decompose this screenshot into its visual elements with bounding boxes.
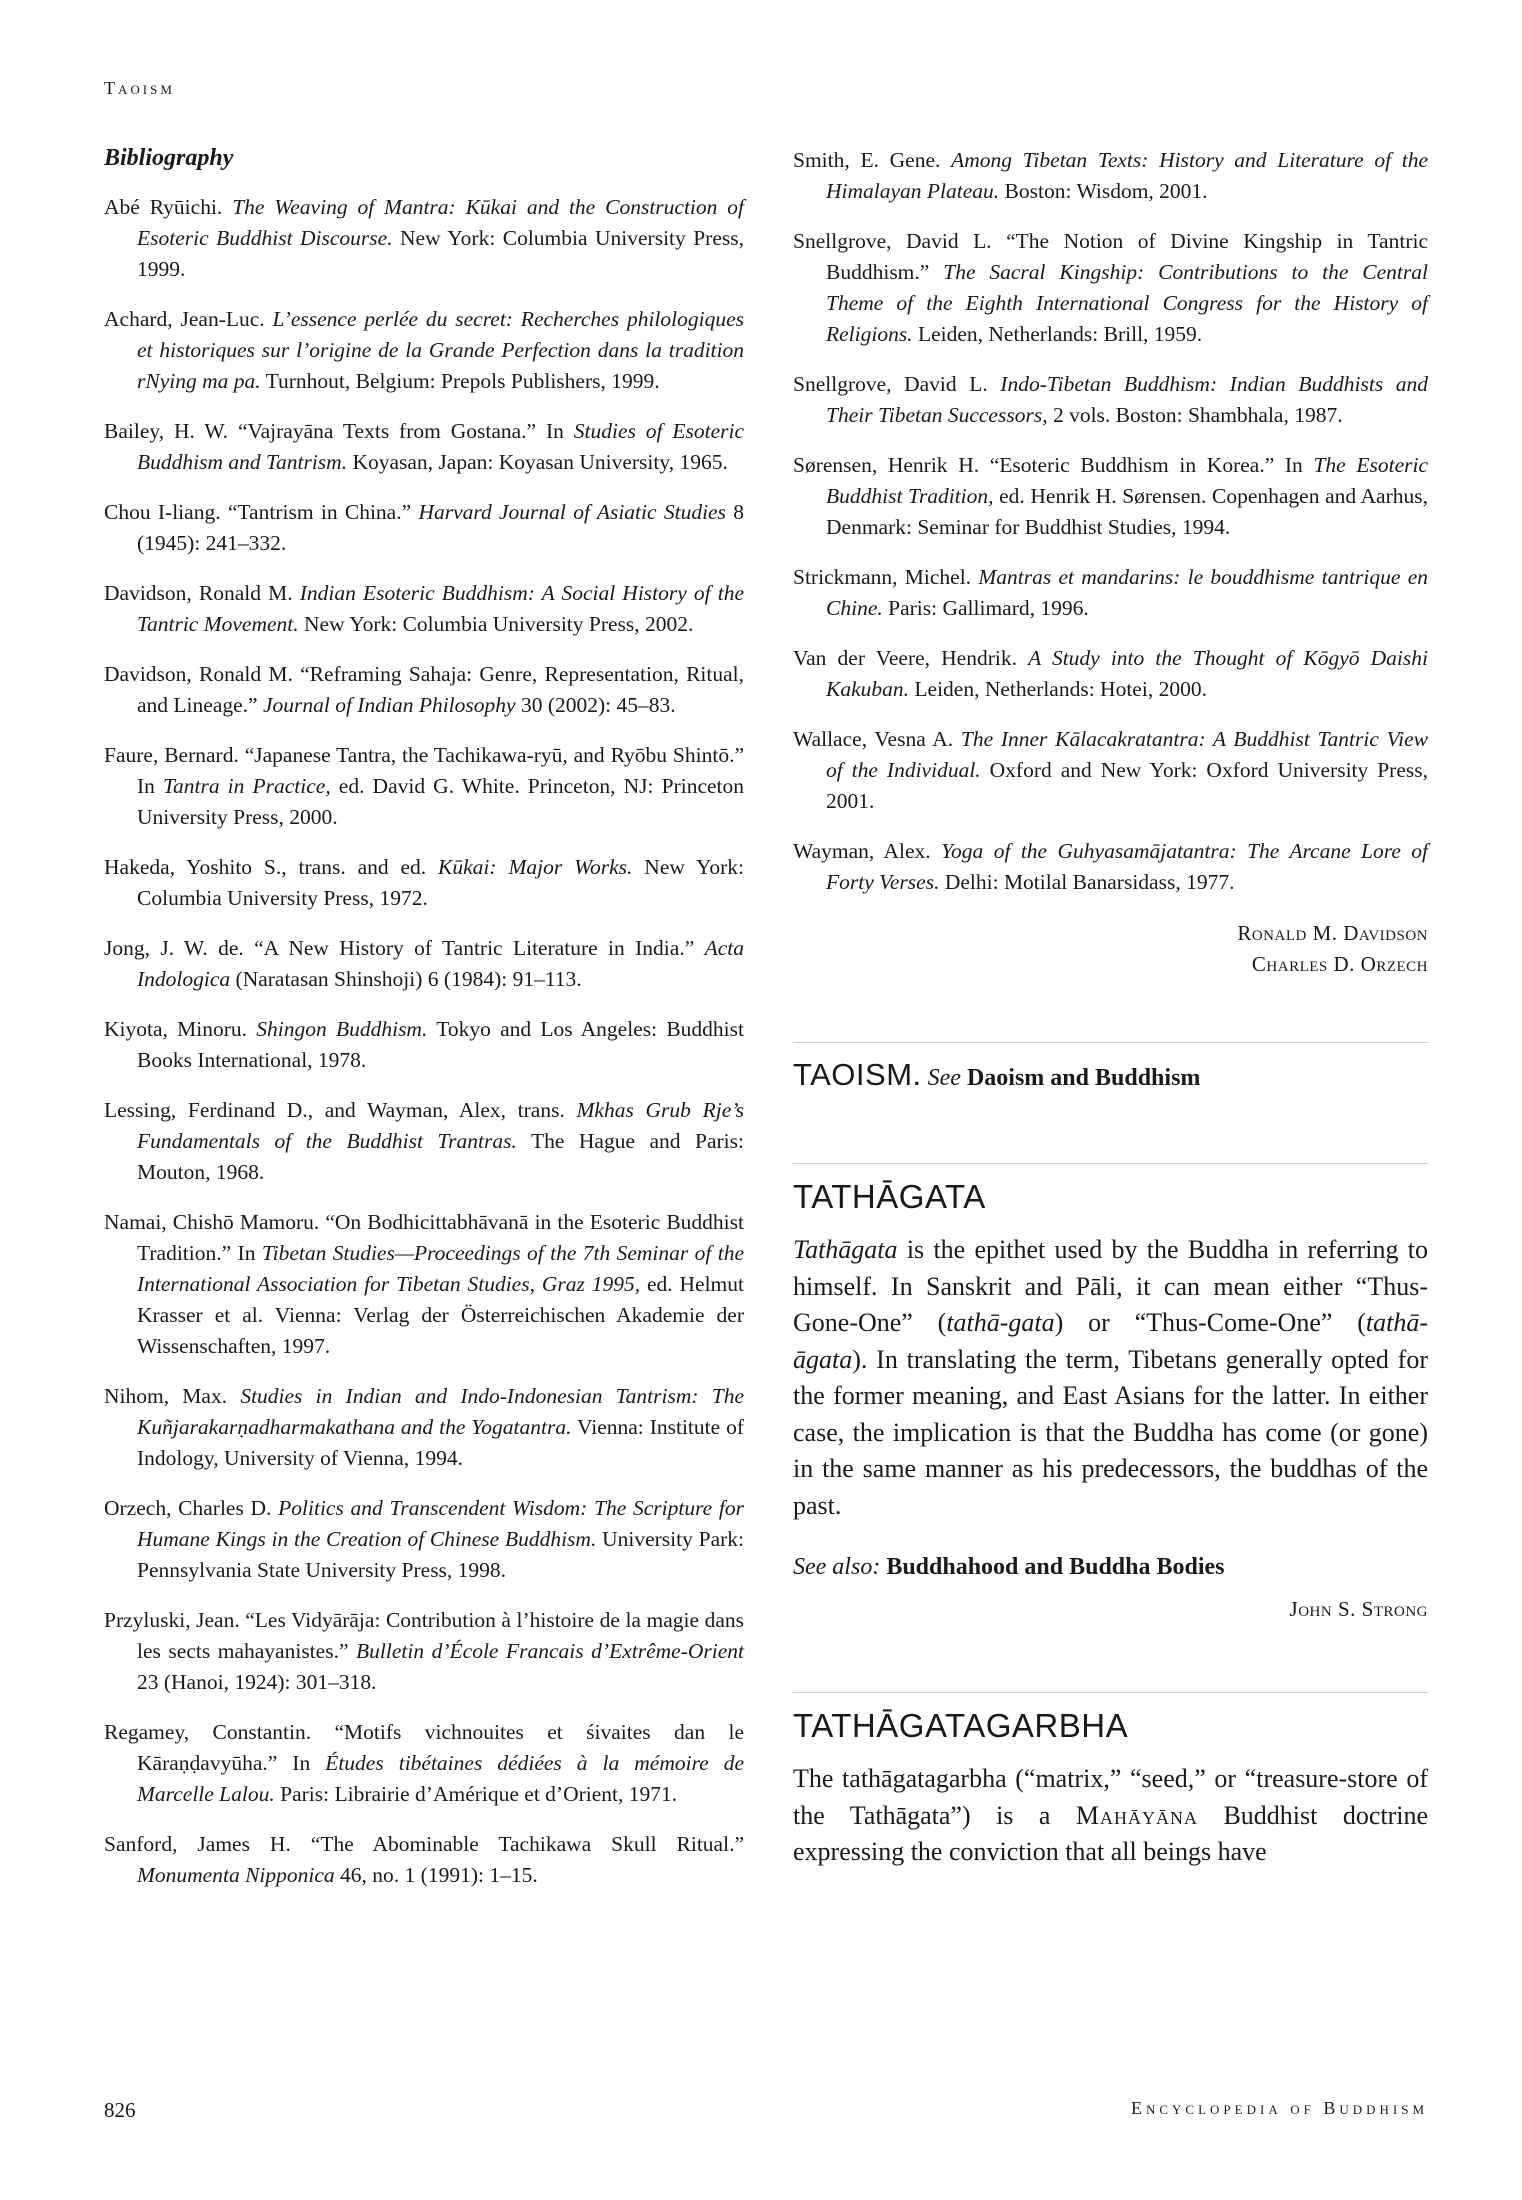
bib-entry: Nihom, Max. Studies in Indian and Indo-Indonesian Tantrism: The Kuñjarakarṇadharmakathana and the Yogatantra. Vienna: Institute of Indology, University of Vienna, 1994.	[104, 1384, 744, 1470]
bib-entry: Smith, E. Gene. Among Tibetan Texts: History and Literature of the Himalayan Plateau. Boston: Wisdom, 2001.	[793, 148, 1428, 203]
bib-entry: Achard, Jean-Luc. L’essence perlée du secret: Recherches philologiques et historiques sur l’origine de la Grande Perfection dans la tradition rNying ma pa. Turnhout, Belgium: Prepols Publishers, 1999.	[104, 307, 744, 393]
bib-entry: Hakeda, Yoshito S., trans. and ed. Kūkai: Major Works. New York: Columbia University Press, 1972.	[104, 855, 744, 910]
bib-entry: Abé Ryūichi. The Weaving of Mantra: Kūkai and the Construction of Esoteric Buddhist Discourse. New York: Columbia University Press, 1999.	[104, 195, 744, 281]
article-title: TATHĀGATAGARBHA	[793, 1707, 1129, 1744]
bib-entry: Snellgrove, David L. Indo-Tibetan Buddhism: Indian Buddhists and Their Tibetan Successors, 2 vols. Boston: Shambhala, 1987.	[793, 372, 1429, 427]
bib-entry: Sanford, James H. “The Abominable Tachikawa Skull Ritual.” Monumenta Nipponica 46, no. 1 (1991): 1–15.	[104, 1832, 744, 1887]
bib-entry: Lessing, Ferdinand D., and Wayman, Alex, trans. Mkhas Grub Rje’s Fundamentals of the Buddhist Trantras. The Hague and Paris: Mouton, 1968.	[104, 1098, 744, 1184]
bib-entry: Sørensen, Henrik H. “Esoteric Buddhism in Korea.” In The Esoteric Buddhist Tradition, ed. Henrik H. Sørensen. Copenhagen and Aarhus, Denmark: Seminar for Buddhist Studies, 1994.	[793, 453, 1429, 539]
bib-entry: Wayman, Alex. Yoga of the Guhyasamājatantra: The Arcane Lore of Forty Verses. Delhi: Motilal Banarsidass, 1977.	[793, 839, 1428, 894]
article-title: TATHĀGATA	[793, 1178, 986, 1215]
bibliography-heading: Bibliography	[104, 145, 234, 171]
bib-entry: Orzech, Charles D. Politics and Transcendent Wisdom: The Scripture for Humane Kings in the Creation of Chinese Buddhism. University Park: Pennsylvania State University Press, 1998.	[104, 1496, 744, 1582]
tathagata-article	[793, 1163, 1428, 1622]
bib-entry: Van der Veere, Hendrik. A Study into the Thought of Kōgyō Daishi Kakuban. Leiden, Netherlands: Hotei, 2000.	[793, 646, 1428, 701]
bib-entry: Faure, Bernard. “Japanese Tantra, the Tachikawa-ryū, and Ryōbu Shintō.” In Tantra in Practice, ed. David G. White. Princeton, NJ: Princeton University Press, 2000.	[104, 743, 745, 829]
bibliography-list	[104, 192, 744, 1891]
bib-entry: Davidson, Ronald M. Indian Esoteric Buddhism: A Social History of the Tantric Movement. New York: Columbia University Press, 2002.	[104, 581, 745, 636]
article-authors	[793, 918, 1428, 980]
cross-reference-link[interactable]: Daoism and Buddhism	[966, 1065, 1201, 1091]
running-foot: Encyclopedia of Buddhism	[1130, 2098, 1428, 2118]
article-signature: John S. Strong	[1289, 1597, 1428, 1621]
bibliography-list-continued	[793, 145, 1428, 898]
running-head: Taoism	[104, 78, 175, 98]
bib-entry: Bailey, H. W. “Vajrayāna Texts from Gostana.” In Studies of Esoteric Buddhism and Tantrism. Koyasan, Japan: Koyasan University, 1965.	[104, 419, 744, 474]
bib-entry: Davidson, Ronald M. “Reframing Sahaja: Genre, Representation, Ritual, and Lineage.” Journal of Indian Philosophy 30 (2002): 45–83.	[104, 662, 744, 717]
left-column	[104, 145, 744, 1910]
bib-entry: Chou I-liang. “Tantrism in China.” Harvard Journal of Asiatic Studies 8 (1945): 241–332.	[104, 500, 745, 555]
article-body: Tathāgata is the epithet used by the Buddha in referring to himself. In Sanskrit and Pāli, it can mean either “Thus-Gone-One” (tathā-gata) or “Thus-Come-One” (tathā-āgata). In translating the term, Tibetans generally opted for the former meaning, and East Asians for the latter. In either case, the implication is that the Buddha has come (or gone) in the same manner as his predecessors, the buddhas of the past.	[793, 1235, 1428, 1520]
see-also-label: See also:	[793, 1554, 881, 1580]
taoism-cross-reference	[793, 1042, 1428, 1093]
article-body: The tathāgatagarbha (“matrix,” “seed,” or “treasure-store of the Tathāgata”) is a Mahāyāna Buddhist doctrine expressing the conviction that all beings have	[793, 1764, 1428, 1866]
bib-entry: Kiyota, Minoru. Shingon Buddhism. Tokyo and Los Angeles: Buddhist Books International, 1978.	[104, 1017, 744, 1072]
bib-entry: Snellgrove, David L. “The Notion of Divine Kingship in Tantric Buddhism.” The Sacral Kingship: Contributions to the Central Theme of the Eighth International Congress for the History of Religions. Leiden, Netherlands: Brill, 1959.	[793, 229, 1428, 346]
see-also	[793, 1554, 1428, 1581]
tathagatagarbha-article	[793, 1692, 1428, 1871]
cross-reference-term: Mahāyāna	[1075, 1800, 1198, 1830]
bib-entry: Regamey, Constantin. “Motifs vichnouites et śivaites dan le Kāraṇḍavyūha.” In Études tibétaines dédiées à la mémoire de Marcelle Lalou. Paris: Librairie d’Amérique et d’Orient, 1971.	[104, 1720, 745, 1806]
bib-entry: Wallace, Vesna A. The Inner Kālacakratantra: A Buddhist Tantric View of the Individual. Oxford and New York: Oxford University Press, 2001.	[793, 727, 1428, 813]
see-label: See	[927, 1065, 961, 1091]
bib-entry: Namai, Chishō Mamoru. “On Bodhicittabhāvanā in the Esoteric Buddhist Tradition.” In Tibetan Studies—Proceedings of the 7th Seminar of the International Association for Tibetan Studies, Graz 1995, ed. Helmut Krasser et al. Vienna: Verlag der Österreichischen Akademie der Wissenschaften, 1997.	[104, 1210, 744, 1358]
author-name: Charles D. Orzech	[1251, 952, 1428, 976]
cross-reference-link[interactable]: Buddhahood and Buddha Bodies	[886, 1554, 1225, 1580]
bib-entry: Jong, J. W. de. “A New History of Tantric Literature in India.” Acta Indologica (Naratasan Shinshoji) 6 (1984): 91–113.	[104, 936, 744, 991]
bib-entry: Strickmann, Michel. Mantras et mandarins: le bouddhisme tantrique en Chine. Paris: Gallimard, 1996.	[793, 565, 1428, 620]
page-number: 826	[104, 2098, 136, 2122]
right-column	[793, 145, 1428, 1871]
bib-entry: Przyluski, Jean. “Les Vidyārāja: Contribution à l’histoire de la magie dans les sects mahayanistes.” Bulletin d’École Francais d’Extrême-Orient 23 (Hanoi, 1924): 301–318.	[104, 1608, 744, 1694]
entry-term: TAOISM.	[793, 1057, 922, 1092]
author-name: Ronald M. Davidson	[1237, 921, 1428, 945]
